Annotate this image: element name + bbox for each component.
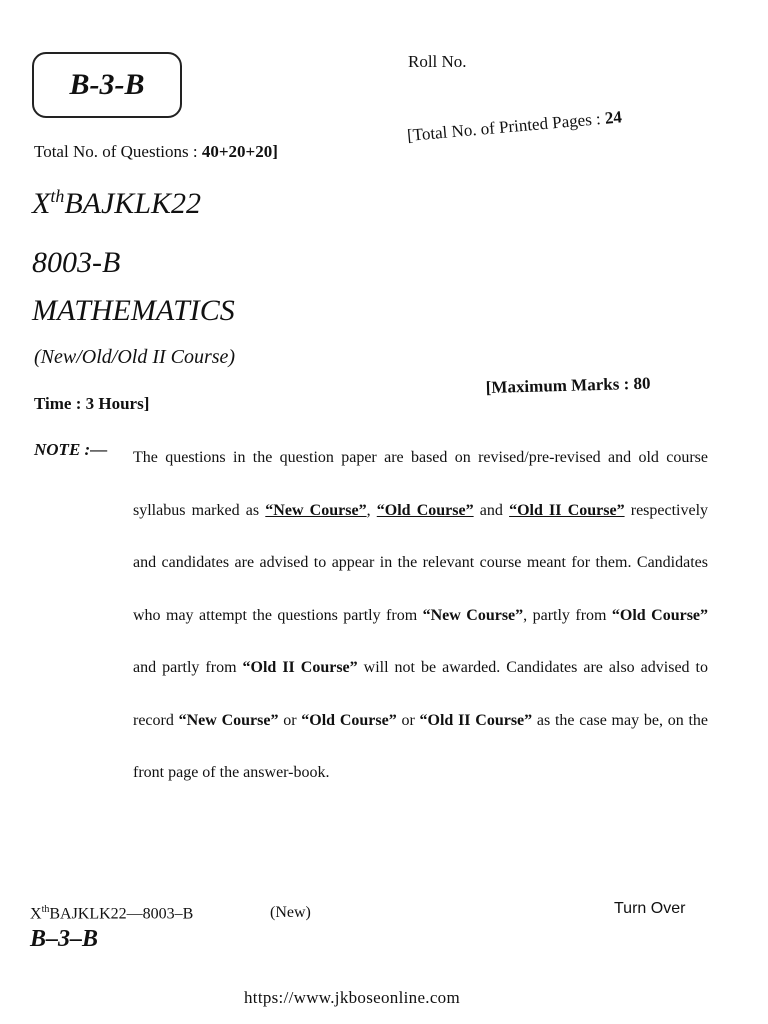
note-old-ii-course: “Old II Course”	[509, 501, 625, 519]
note-bold-term: “New Course”	[178, 711, 279, 729]
note-new-course: “New Course”	[265, 501, 367, 519]
note-text: ,	[366, 501, 377, 519]
subject-title: MATHEMATICS	[32, 294, 235, 327]
note-text: will not be awarded. Candidates are also advised to record	[133, 659, 708, 729]
paper-code-text: BAJKLK22	[64, 187, 202, 220]
note-old-course: “Old Course”	[376, 501, 474, 519]
paper-code	[32, 186, 201, 221]
footer-paper-code	[30, 904, 193, 923]
footer-edition: (New)	[270, 904, 311, 921]
series-code: B-3-B	[69, 68, 145, 101]
note-bold-term: “New Course”	[422, 606, 524, 624]
note-text: and partly from	[133, 659, 243, 676]
total-questions-value: 40+20+20]	[201, 142, 278, 161]
total-questions	[34, 142, 278, 162]
total-questions-label: Total No. of Questions :	[34, 142, 198, 161]
footer-code-rest: BAJKLK22—8003–B	[49, 905, 194, 923]
maximum-marks: [Maximum Marks : 80	[485, 373, 651, 398]
note-bold-term: “Old Course”	[301, 711, 397, 729]
total-pages	[406, 107, 622, 146]
note-bold-term: “Old Course”	[611, 606, 709, 624]
class-sup: th	[50, 186, 65, 206]
note-text: or	[278, 711, 302, 729]
total-pages-value: 24	[604, 107, 623, 128]
exam-time: Time : 3 Hours]	[34, 394, 150, 413]
footer-series-code: B–3–B	[30, 926, 99, 952]
class-prefix: X	[32, 187, 51, 220]
course-subtitle: (New/Old/Old II Course)	[34, 346, 236, 368]
note-body	[133, 432, 708, 800]
note-bold-term: “Old II Course”	[419, 711, 533, 729]
note-text: The questions in the question paper are based on revised/pre-revised and old course syllabus marked as	[133, 449, 708, 519]
footer-code-prefix: X	[30, 905, 42, 923]
note-text: , partly from	[523, 606, 612, 624]
note-text: or	[396, 711, 420, 729]
source-url: https://www.jkboseonline.com	[244, 988, 461, 1007]
series-code-box	[32, 52, 182, 118]
paper-number: 8003-B	[32, 246, 121, 279]
note-text: as the case may be, on the front page of the answer-book.	[133, 711, 709, 781]
turn-over-label: Turn Over	[614, 900, 686, 917]
total-pages-label: [Total No. of Printed Pages :	[406, 109, 602, 146]
footer-code-sup: th	[41, 904, 50, 915]
note-bold-term: “Old II Course”	[242, 659, 358, 676]
note-label: NOTE :—	[34, 440, 108, 459]
note-text: and	[473, 501, 510, 519]
roll-no-label: Roll No.	[408, 52, 467, 71]
note-text: respectively and candidates are advised to appear in the relevant course meant for them. Candidates who may attempt the questions partly from	[133, 501, 709, 624]
